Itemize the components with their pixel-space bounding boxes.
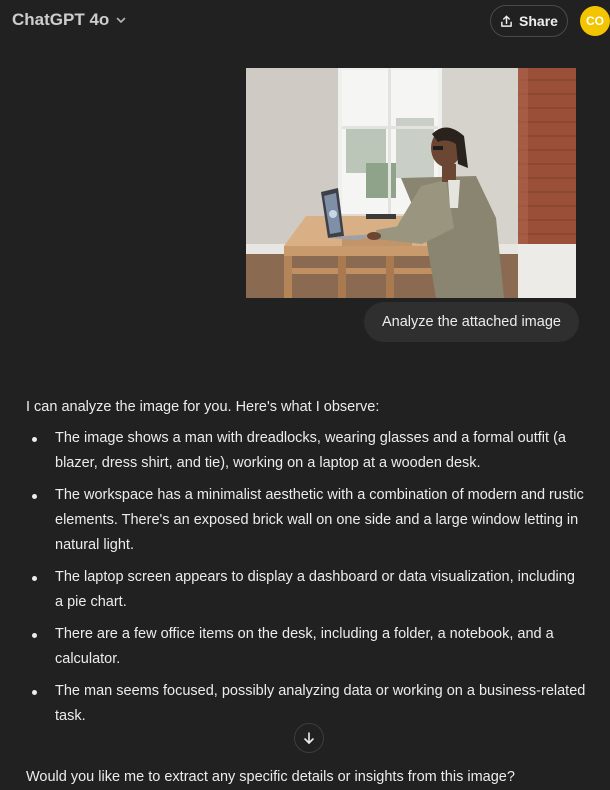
avatar-initials: CO xyxy=(586,14,604,28)
model-selector[interactable] xyxy=(12,10,127,30)
share-label: Share xyxy=(519,13,558,29)
assistant-intro: I can analyze the image for you. Here's what I observe: xyxy=(26,399,380,415)
list-item-text: The laptop screen appears to display a dashboard or data visualization, including a pie chart. xyxy=(55,569,575,610)
list-item-text: There are a few office items on the desk, including a folder, a notebook, and a calculator. xyxy=(55,626,554,667)
list-item-text: The image shows a man with dreadlocks, wearing glasses and a formal outfit (a blazer, dress shirt, and tie), working on a laptop at a wooden desk. xyxy=(55,430,566,471)
list-item xyxy=(26,483,586,558)
list-item xyxy=(26,565,586,615)
share-button[interactable] xyxy=(490,5,568,37)
model-name: ChatGPT 4o xyxy=(12,10,110,29)
bullet-icon xyxy=(32,437,37,442)
bullet-icon xyxy=(32,494,37,499)
list-item xyxy=(26,679,586,729)
assistant-message xyxy=(26,395,586,785)
assistant-bullet-list xyxy=(26,426,586,729)
list-item xyxy=(26,426,586,476)
attached-photo xyxy=(246,68,576,298)
assistant-outro: Would you like me to extract any specific details or insights from this image? xyxy=(26,768,515,785)
arrow-down-icon xyxy=(302,731,316,745)
user-message-bubble xyxy=(364,302,579,342)
chevron-down-icon xyxy=(115,14,127,26)
avatar[interactable] xyxy=(580,6,610,36)
attached-image[interactable] xyxy=(246,68,576,298)
list-item-text: The workspace has a minimalist aesthetic with a combination of modern and rustic elements. There's an exposed brick wall on one side and a large window letting in natural light. xyxy=(55,487,584,553)
bullet-icon xyxy=(32,690,37,695)
scroll-to-bottom-button[interactable] xyxy=(294,723,324,753)
header xyxy=(0,0,603,44)
user-message-text: Analyze the attached image xyxy=(382,314,561,330)
bullet-icon xyxy=(32,633,37,638)
share-icon xyxy=(500,15,513,28)
bullet-icon xyxy=(32,576,37,581)
list-item xyxy=(26,622,586,672)
list-item-text: The man seems focused, possibly analyzing data or working on a business-related task. xyxy=(55,683,586,724)
